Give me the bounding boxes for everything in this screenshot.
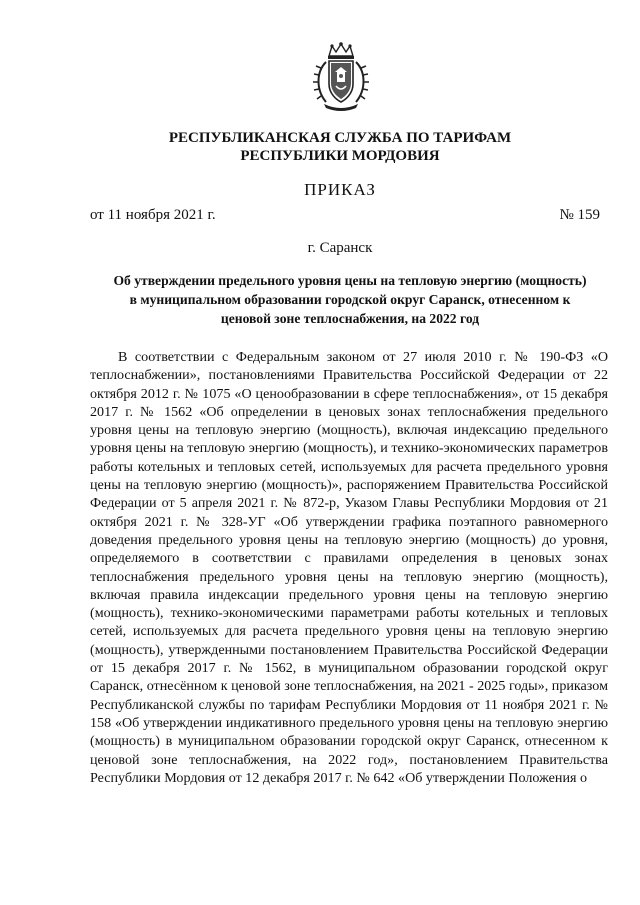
document-title-line-1: Об утверждении предельного уровня цены на тепловую энергию (мощность) bbox=[113, 273, 587, 288]
order-title: ПРИКАЗ bbox=[304, 180, 376, 199]
order-date: от 11 ноября 2021 г. bbox=[90, 207, 216, 223]
document-body-paragraph: В соответствии с Федеральным законом от 27 июля 2010 г. № 190-ФЗ «О теплоснабжении», постановлениями Правительства Российской Федерации от 22 октября 2012 г. № 1075 «О ценообразовании в сфере теплоснабжения», от 15 декабря 2017 г. № 1562 «Об определении в ценовых зонах теплоснабжения предельного уровня цены на тепловую энергию (мощность), включая индексацию предельного уровня цены на тепловую энергию (мощность), и технико-экономических параметров работы котельных и тепловых сетей, используемых для расчета предельного уровня цены на тепловую энергию (мощность)», распоряжением Правительства Российской Федерации от 5 апреля 2021 г. № 872-р, Указом Главы Республики Мордовия от 21 октября 2021 г. № 328-УГ «Об утверждении графика поэтапного равномерного доведения предельного уровня цены на тепловую энергию (мощность) до уровня, определяемого в соответствии с правилами определения в ценовых зонах теплоснабжения предельного уровня цены на тепловую энергию (мощность), включая правила индексации предельного уровня цены на тепловую энергию (мощность), технико-экономическими параметрами работы котельных и тепловых сетей, используемых для расчета предельного уровня цены на тепловую энергию (мощность), утвержденными постановлением Правительства Российской Федерации от 15 декабря 2017 г. № 1562, в муниципальном образовании городской округ Саранск, отнесённом к ценовой зоне теплоснабжения, на 2021 - 2025 годы», приказом Республиканской службы по тарифам Республики Мордовия от 11 ноября 2021 г. № 158 «Об утверждении индикативного предельного уровня цены на тепловую энергию (мощность) в муниципальном образовании городской округ Саранск, отнесенном к ценовой зоне теплоснабжения, на 2022 год», постановлением Правительства Республики Мордовия от 12 декабря 2017 г. № 642 «Об утверждении Положения о bbox=[90, 349, 608, 786]
document-title bbox=[90, 271, 610, 328]
document-title-line-3: ценовой зоне теплоснабжения, на 2022 год bbox=[220, 311, 480, 326]
republic-of-mordovia-coat-of-arms-icon bbox=[312, 42, 370, 112]
document-title-line-2: в муниципальном образовании городской округ Саранск, отнесенном к bbox=[129, 292, 571, 307]
organization-name-line-2: РЕСПУБЛИКИ МОРДОВИЯ bbox=[240, 148, 440, 164]
order-number: № 159 bbox=[559, 207, 600, 223]
order-city: г. Саранск bbox=[307, 240, 373, 256]
organization-name-line-1: РЕСПУБЛИКАНСКАЯ СЛУЖБА ПО ТАРИФАМ bbox=[168, 130, 512, 146]
